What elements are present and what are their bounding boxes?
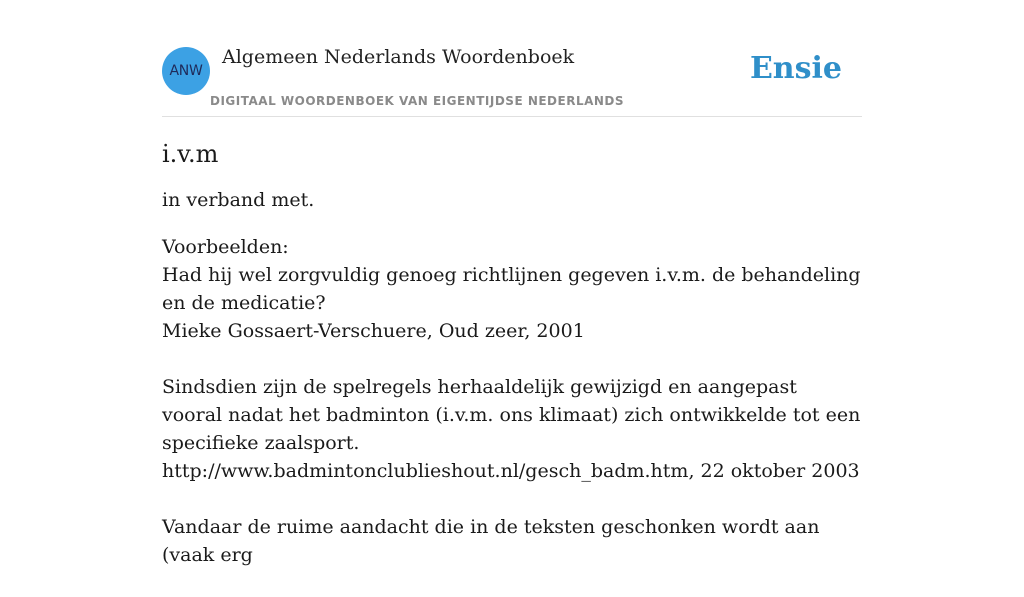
site-subtitle: DIGITAAL WOORDENBOEK VAN EIGENTIJDSE NEDERLANDS bbox=[210, 94, 625, 108]
entry-definition: in verband met. bbox=[162, 189, 315, 211]
site-title[interactable]: Algemeen Nederlands Woordenboek bbox=[222, 46, 575, 68]
example-item bbox=[162, 373, 862, 485]
anw-logo[interactable] bbox=[162, 47, 210, 95]
example-item bbox=[162, 513, 862, 569]
example-text: Sindsdien zijn de spelregels herhaaldelijk gewijzigd en aangepast vooral nadat het badminton (i.v.m. ons klimaat) zich ontwikkelde tot een specifieke zaalsport. bbox=[162, 376, 861, 454]
site-header bbox=[162, 0, 862, 117]
entry-headword: i.v.m bbox=[162, 140, 219, 168]
example-item bbox=[162, 261, 862, 345]
examples-section bbox=[162, 233, 862, 569]
examples-label: Voorbeelden: bbox=[162, 236, 289, 258]
example-source: http://www.badmintonclublieshout.nl/gesch_badm.htm, 22 oktober 2003 bbox=[162, 460, 860, 482]
anw-logo-text: ANW bbox=[169, 63, 203, 79]
example-source: Mieke Gossaert-Verschuere, Oud zeer, 2001 bbox=[162, 320, 585, 342]
example-text: Vandaar de ruime aandacht die in de teksten geschonken wordt aan (vaak erg bbox=[162, 516, 820, 566]
ensie-brand-link[interactable]: Ensie bbox=[749, 51, 842, 86]
entry-content bbox=[162, 134, 862, 597]
example-text: Had hij wel zorgvuldig genoeg richtlijnen gegeven i.v.m. de behandeling en de medicatie? bbox=[162, 264, 861, 314]
